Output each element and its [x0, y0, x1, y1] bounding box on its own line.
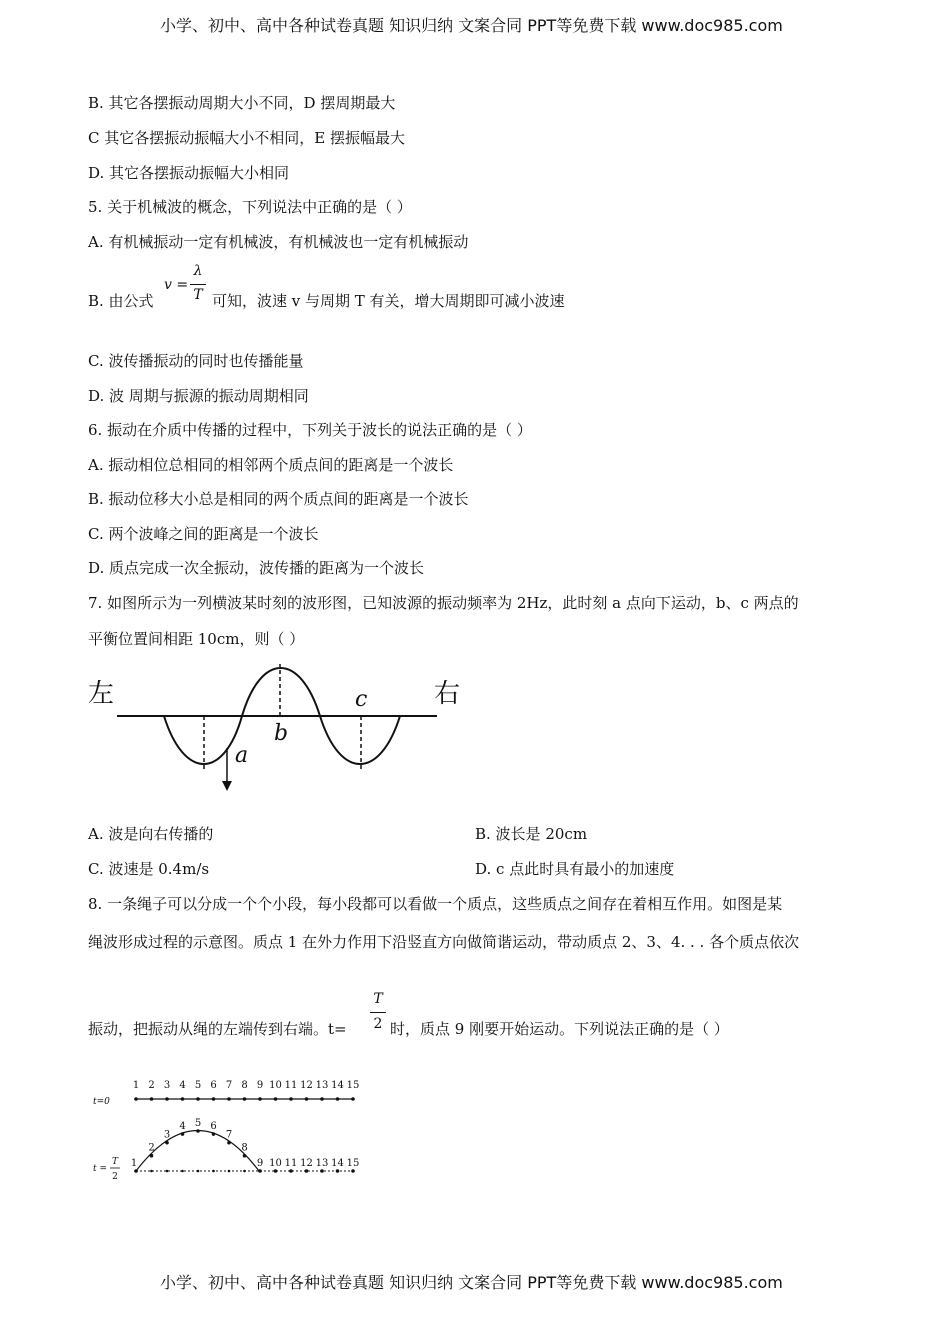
- q8-stem-line3-prefix: 振动，把振动从绳的左端传到右端。t=: [88, 1020, 347, 1038]
- q8-baseline-particle: [181, 1170, 184, 1173]
- q8-arc-number: 5: [194, 1118, 202, 1129]
- q6-stem: 6. 振动在介质中传播的过程中，下列关于波长的说法正确的是（ ）: [88, 421, 532, 439]
- q5-formula-lhs: v =: [164, 277, 189, 293]
- q8-arc-number: 4: [179, 1121, 186, 1133]
- q6-option-b: B. 振动位移大小总是相同的两个质点间的距离是一个波长: [88, 490, 469, 508]
- q8-t1-label: t =: [93, 1164, 108, 1174]
- q8-fraction-numerator: T: [373, 991, 383, 1007]
- q8-line-particle: [289, 1169, 293, 1173]
- q8-top-number: 7: [225, 1080, 233, 1091]
- q8-arc-particle: [243, 1154, 247, 1158]
- q8-top-number: 6: [210, 1080, 217, 1091]
- q8-top-number: 14: [331, 1080, 344, 1091]
- q8-top-particle: [181, 1097, 185, 1101]
- q8-t1-numerator: T: [111, 1157, 119, 1167]
- q4-option-c: C 其它各摆振动振幅大小不相同，E 摆振幅最大: [88, 129, 405, 147]
- q8-top-particle: [274, 1097, 278, 1101]
- q8-line-particle: [336, 1169, 340, 1173]
- q8-top-number: 5: [194, 1080, 202, 1091]
- q8-line-particle: [258, 1169, 262, 1173]
- q8-top-particle: [289, 1097, 293, 1101]
- q7-label-c: c: [355, 687, 368, 712]
- q5-formula-denominator: T: [193, 287, 203, 303]
- header-banner: 小学、初中、高中各种试卷真题 知识归纳 文案合同 PPT等免费下载 www.doc985.com: [160, 16, 783, 35]
- q8-top-number: 13: [315, 1080, 329, 1091]
- q8-arc-number: 7: [225, 1129, 233, 1141]
- q8-line-particle: [351, 1169, 355, 1173]
- q8-arc-particle: [181, 1132, 185, 1136]
- q8-t1-denominator: 2: [112, 1172, 118, 1182]
- q8-line-numbers: [257, 1158, 360, 1169]
- q5-formula-numerator: λ: [193, 263, 203, 279]
- q8-baseline-particle: [150, 1170, 153, 1173]
- q8-line-number: 15: [346, 1158, 360, 1169]
- q4-option-b: B. 其它各摆振动周期大小不同，D 摆周期最大: [88, 94, 396, 112]
- q8-arc-particle: [150, 1154, 154, 1158]
- q7-option-c: C. 波速是 0.4m/s: [88, 860, 210, 878]
- q8-top-particle: [243, 1097, 247, 1101]
- q6-option-a: A. 振动相位总相同的相邻两个质点间的距离是一个波长: [88, 456, 454, 474]
- q8-top-number: 8: [241, 1080, 248, 1091]
- q8-top-number: 3: [163, 1080, 171, 1091]
- q8-stem-line2: 绳波形成过程的示意图。质点 1 在外力作用下沿竖直方向做简谐运动，带动质点 2、3、4. . . 各个质点依次: [88, 933, 800, 951]
- q8-top-dots: [134, 1097, 355, 1101]
- q7-arrow-head: [222, 781, 232, 791]
- q8-line-particle: [305, 1169, 309, 1173]
- q5-option-d: D. 波 周期与振源的振动周期相同: [88, 387, 309, 405]
- q8-top-particle: [165, 1097, 169, 1101]
- q4-option-d: D. 其它各摆振动振幅大小相同: [88, 164, 290, 182]
- q7-label-right: 右: [434, 679, 461, 709]
- q8-line-particle: [320, 1169, 324, 1173]
- q8-baseline-particle: [166, 1170, 169, 1173]
- q6-option-c: C. 两个波峰之间的距离是一个波长: [88, 525, 319, 543]
- q8-fraction-bar: [370, 1012, 386, 1013]
- q8-top-number: 12: [300, 1080, 313, 1091]
- q8-arc-particle: [134, 1169, 138, 1173]
- q8-baseline-particle: [212, 1170, 215, 1173]
- q8-top-particle: [351, 1097, 355, 1101]
- q5-option-b-prefix: B. 由公式: [88, 292, 154, 310]
- q8-top-particle: [258, 1097, 262, 1101]
- q8-top-number: 4: [179, 1080, 186, 1091]
- q8-stem-line1: 8. 一条绳子可以分成一个个小段，每小段都可以看做一个质点，这些质点之间存在着相互作用。如图是某: [88, 895, 783, 913]
- q8-arc-particle: [196, 1129, 200, 1133]
- q8-t0-label: t=0: [93, 1097, 110, 1107]
- q8-arc-number: 3: [163, 1129, 171, 1141]
- q5-fraction-bar: [190, 284, 206, 285]
- q8-fraction-denominator: 2: [373, 1016, 383, 1032]
- q8-arc-number: 6: [210, 1121, 217, 1133]
- q8-top-particle: [320, 1097, 324, 1101]
- q6-option-d: D. 质点完成一次全振动，波传播的距离为一个波长: [88, 559, 425, 577]
- q7-wave-figure: [80, 655, 480, 800]
- q8-arc-number: 8: [241, 1142, 248, 1154]
- q8-top-particle: [305, 1097, 309, 1101]
- q7-label-b: b: [274, 721, 289, 746]
- q7-stem-line2: 平衡位置间相距 10cm，则（ ）: [88, 630, 305, 648]
- q8-top-particle: [134, 1097, 138, 1101]
- q8-line-number: 10: [269, 1158, 282, 1169]
- q8-top-particle: [227, 1097, 231, 1101]
- q8-top-particle: [336, 1097, 340, 1101]
- q8-top-number: 1: [132, 1080, 140, 1091]
- q8-top-particle: [150, 1097, 154, 1101]
- q7-option-a: A. 波是向右传播的: [88, 825, 214, 843]
- q8-arc-particle: [212, 1132, 216, 1136]
- q8-top-number: 9: [256, 1080, 264, 1091]
- q8-top-number: 2: [148, 1080, 155, 1091]
- q8-line-number: 14: [331, 1158, 344, 1169]
- q8-baseline-particle: [228, 1170, 231, 1173]
- q8-line-particle: [274, 1169, 278, 1173]
- q8-top-number: 10: [269, 1080, 282, 1091]
- q8-baseline-particle: [243, 1170, 246, 1173]
- q8-line-number: 13: [315, 1158, 329, 1169]
- q8-arc-particle: [227, 1141, 231, 1145]
- q5-option-c: C. 波传播振动的同时也传播能量: [88, 352, 304, 370]
- q5-option-b-text: 可知，波速 v 与周期 T 有关，增大周期即可减小波速: [212, 292, 565, 310]
- q8-arc-particle: [165, 1141, 169, 1145]
- q8-rope-figure: [88, 1075, 378, 1195]
- q8-arc-number: 2: [148, 1142, 155, 1154]
- q8-line-number: 12: [300, 1158, 313, 1169]
- q8-top-particle: [212, 1097, 216, 1101]
- q8-baseline-particle: [197, 1170, 200, 1173]
- q8-line-number: 9: [256, 1158, 264, 1169]
- q7-label-left: 左: [88, 679, 115, 709]
- q8-top-numbers: [133, 1080, 360, 1091]
- q8-line-number: 11: [284, 1158, 298, 1169]
- q8-top-particle: [196, 1097, 200, 1101]
- q8-top-number: 15: [346, 1080, 360, 1091]
- q5-stem: 5. 关于机械波的概念，下列说法中正确的是（ ）: [88, 198, 412, 216]
- q7-option-d: D. c 点此时具有最小的加速度: [475, 860, 675, 878]
- q8-stem-line3-text: 时，质点 9 刚要开始运动。下列说法正确的是（ ）: [390, 1020, 729, 1038]
- q8-arc-number: 1: [130, 1158, 138, 1169]
- q7-label-a: a: [235, 743, 249, 768]
- q7-stem-line1: 7. 如图所示为一列横波某时刻的波形图，已知波源的振动频率为 2Hz，此时刻 a 点向下运动，b、c 两点的: [88, 594, 799, 612]
- q5-option-a: A. 有机械振动一定有机械波，有机械波也一定有机械振动: [88, 233, 469, 251]
- q7-option-b: B. 波长是 20cm: [475, 825, 588, 843]
- footer-banner: 小学、初中、高中各种试卷真题 知识归纳 文案合同 PPT等免费下载 www.doc985.com: [160, 1273, 783, 1292]
- q8-top-number: 11: [284, 1080, 298, 1091]
